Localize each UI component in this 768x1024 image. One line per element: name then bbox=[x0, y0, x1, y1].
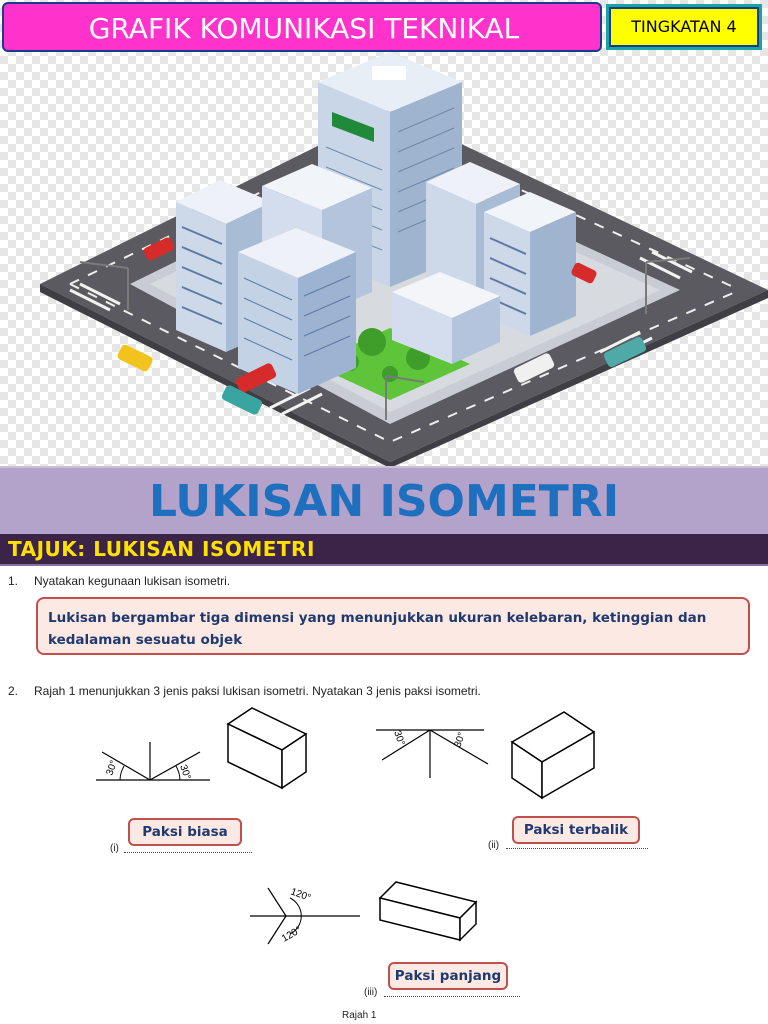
city-illustration bbox=[0, 52, 768, 466]
question-number: 1. bbox=[8, 574, 19, 588]
level-badge bbox=[606, 4, 762, 50]
answer-line bbox=[124, 852, 252, 853]
answer-label-3: Paksi panjang bbox=[388, 962, 508, 990]
answer-label-2: Paksi terbalik bbox=[512, 816, 640, 844]
answer-label-1: Paksi biasa bbox=[128, 818, 242, 846]
angle-label: 120° bbox=[280, 924, 304, 945]
title-banner bbox=[0, 466, 768, 534]
figure-caption: Rajah 1 bbox=[342, 1010, 377, 1021]
box-drawing bbox=[380, 882, 476, 940]
angle-label: 120° bbox=[288, 886, 313, 904]
axis-diagram-normal bbox=[92, 700, 322, 800]
angle-label: 30° bbox=[391, 729, 407, 748]
roman-numeral: (iii) bbox=[364, 987, 378, 998]
box-drawing bbox=[512, 712, 594, 798]
box-drawing bbox=[228, 708, 306, 788]
answer-text: Lukisan bergambar tiga dimensi yang menunjukkan ukuran kelebaran, ketinggian dan kedalaman sesuatu objek bbox=[48, 610, 707, 648]
axis-diagram-inverted bbox=[372, 704, 612, 804]
level-label: TINGKATAN 4 bbox=[631, 17, 737, 36]
page-title: GRAFIK KOMUNIKASI TEKNIKAL bbox=[88, 12, 520, 45]
angle-label: 30° bbox=[177, 763, 193, 782]
roman-numeral: (ii) bbox=[488, 840, 500, 851]
banner-title: LUKISAN ISOMETRI bbox=[148, 476, 620, 527]
answer-line bbox=[384, 996, 520, 997]
angle-label: 30° bbox=[104, 759, 120, 778]
roman-numeral: (i) bbox=[110, 843, 119, 854]
topic-label: TAJUK: LUKISAN ISOMETRI bbox=[8, 537, 315, 561]
header-bar bbox=[2, 2, 602, 52]
front-building bbox=[238, 228, 356, 394]
answer-line bbox=[506, 848, 648, 849]
answer-box-1 bbox=[36, 597, 750, 655]
question-text: Nyatakan kegunaan lukisan isometri. bbox=[34, 574, 231, 588]
question-text: Rajah 1 menunjukkan 3 jenis paksi lukisan isometri. Nyatakan 3 jenis paksi isometri. bbox=[34, 684, 481, 698]
angle-label: 30° bbox=[452, 731, 468, 750]
topic-bar bbox=[0, 534, 768, 566]
axis-diagram-long bbox=[246, 872, 506, 952]
question-number: 2. bbox=[8, 684, 19, 698]
